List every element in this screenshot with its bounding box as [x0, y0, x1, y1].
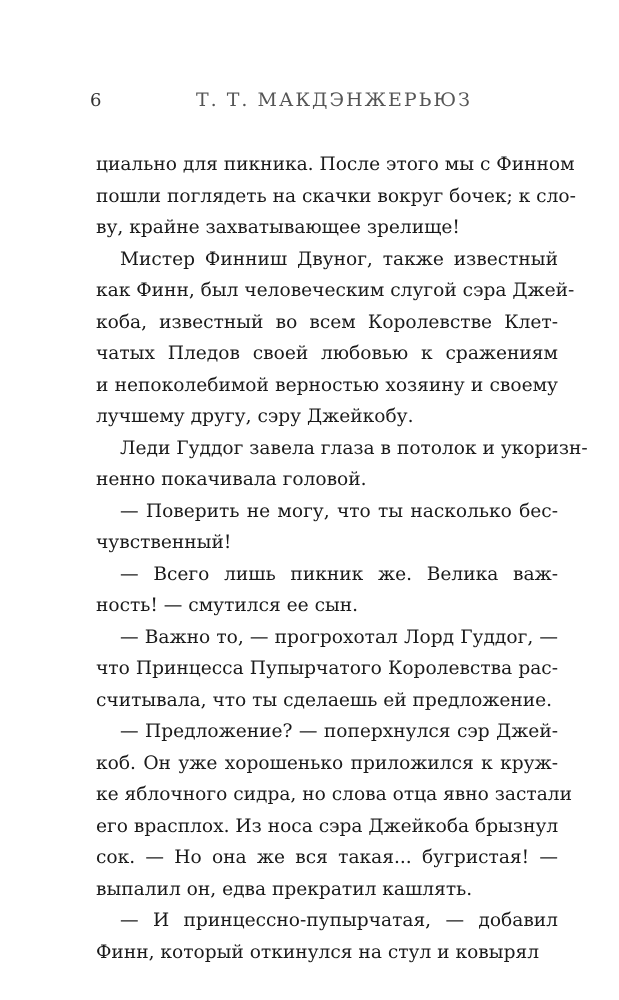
- text-line: коб. Он уже хорошенько приложился к круж-: [96, 752, 558, 774]
- text-line: — Поверить не могу, что ты насколько бес-: [120, 500, 558, 522]
- text-line: сок. — Но она же вся такая... бугристая! —: [96, 847, 558, 868]
- text-line: — И принцессно-пупырчатая, — добавил: [120, 910, 558, 931]
- text-line: чатых Пледов своей любовью к сражениям: [96, 343, 558, 364]
- text-line: считывала, что ты сделаешь ей предложение.: [96, 689, 553, 711]
- paragraph: [96, 149, 576, 244]
- text-line: — Важно то, — прогрохотал Лорд Гуддог, —: [120, 626, 558, 648]
- paragraph: [96, 559, 558, 622]
- text-line: что Принцесса Пупырчатого Королевства рас-: [96, 658, 558, 679]
- page-number: 6: [90, 90, 102, 111]
- paragraph: [96, 716, 572, 905]
- paragraph: [96, 622, 558, 717]
- text-line: как Финн, был человеческим слугой сэра Джей-: [96, 280, 575, 301]
- text-line: чувственный!: [96, 532, 232, 553]
- text-line: ке яблочного сидра, но слова отца явно застали: [96, 784, 572, 805]
- text-line: ненно покачивала головой.: [96, 469, 367, 490]
- text-line: коба, известный во всем Королевстве Клет-: [96, 311, 558, 333]
- paragraph: [96, 433, 588, 496]
- paragraph: [96, 905, 558, 968]
- paragraph: [96, 244, 575, 433]
- text-line: ность! — смутился ее сын.: [96, 595, 359, 616]
- text-line: лучшему другу, сэру Джейкобу.: [96, 406, 414, 427]
- paragraph: [96, 496, 558, 559]
- text-line: ву, крайне захватывающее зрелище!: [96, 217, 460, 238]
- running-head-author: Т. Т. МАКДЭНЖЕРЬЮЗ: [196, 89, 472, 111]
- text-line: Мистер Финниш Двуног, также известный: [120, 248, 558, 270]
- text-line: — Предложение? — поперхнулся сэр Джей-: [120, 721, 558, 742]
- text-line: выпалил он, едва прекратил кашлять.: [96, 878, 473, 900]
- text-line: и непоколебимой верностью хозяину и своему: [96, 374, 558, 396]
- body-text: [96, 149, 588, 968]
- text-line: его врасплох. Из носа сэра Джейкоба брызнул: [96, 815, 559, 837]
- text-line: — Всего лишь пикник же. Велика важ-: [120, 563, 558, 585]
- text-line: пошли поглядеть на скачки вокруг бочек; к сло-: [96, 185, 576, 207]
- text-line: Леди Гуддог завела глаза в потолок и укоризн-: [120, 437, 588, 459]
- text-line: Финн, который откинулся на стул и ковырял: [96, 941, 540, 963]
- text-line: циально для пикника. После этого мы с Финном: [96, 154, 575, 175]
